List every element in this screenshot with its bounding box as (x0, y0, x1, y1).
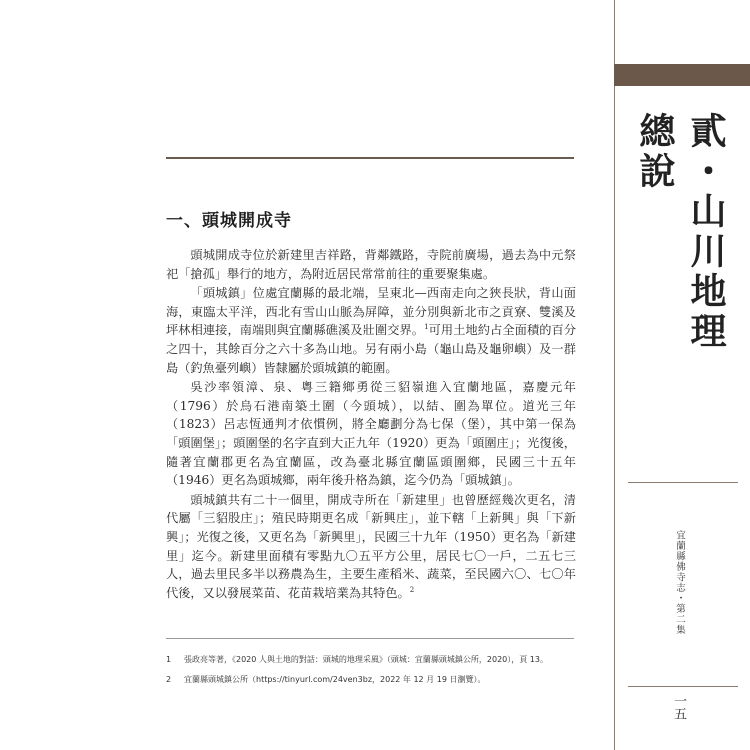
footnote-1 (166, 650, 576, 670)
footnote-text[interactable]: 宜蘭縣頭城鎮公所（https://tinyurl.com/24ven3bz，2022 年 12 月 19 日瀏覽）。 (184, 675, 486, 684)
side-rule-upper (628, 482, 738, 483)
side-divider (614, 0, 615, 750)
paragraph-2-part-a: 「頭城鎮」位處宜蘭縣的最北端，呈東北—西南走向之狹長狀，背山面海，東臨太平洋，西北有雪山山脈為屏障，並分別與新北市之貢寮、雙溪及坪林相連接，南端則與宜蘭縣礁溪及壯圍交界。 (166, 286, 576, 338)
footnote-ref-1[interactable]: 1 (424, 323, 429, 332)
footnote-ref-2[interactable]: 2 (409, 585, 415, 594)
chapter-title: 貳・山川地理總說 (634, 112, 726, 352)
footnote-number: 1 (166, 655, 172, 664)
footnote-rule (166, 638, 574, 639)
footnotes (166, 650, 576, 690)
side-rule-lower (628, 686, 738, 687)
paragraph-4-text: 頭城鎮共有二十一個里，開成寺所在「新建里」也曾歷經幾次更名，清代屬「三貂股庄」；殖民時期更名成「新興庄」，並下轄「上新興」與「下新興」；光復之後，又更名為「新興里」，民國三十九年（1950）更名為「新建里」迄今。新建里面積有零點九〇五平方公里，居民七〇一戶，二五七三人，過去里民多半以務農為生，主要生產稻米、蔬菜，至民國六〇、七〇年代後，又以發展菜苗、花苗栽培業為其特色。 (166, 492, 576, 600)
side-color-block (614, 64, 750, 86)
body-text (166, 246, 576, 602)
section-heading: 一、頭城開成寺 (166, 211, 292, 231)
paragraph-2-part-b: 可用土地約占全面積的百分之四十，其餘百分之六十多為山地。另有兩小島（龜山島及龜卵嶼）及一群島（釣魚臺列嶼）皆隸屬於頭城鎮的範圍。 (166, 323, 577, 375)
footnote-2 (166, 670, 576, 690)
footnote-number: 2 (166, 675, 172, 684)
paragraph-2 (166, 284, 576, 377)
footnote-text: 張政亮等著，《2020 人與土地的對話：頭城的地理采風》（頭城：宜蘭縣頭城鎮公所，2020），頁 13。 (184, 655, 548, 664)
header-rule (166, 157, 574, 159)
paragraph-1: 頭城開成寺位於新建里吉祥路，背鄰鐵路，寺院前廣場，過去為中元祭祀「搶孤」舉行的地方，為附近居民常常前往的重要聚集處。 (166, 248, 576, 281)
page-number: 一五 (671, 694, 686, 720)
series-title: 宜蘭縣佛寺志・第二集 (674, 530, 685, 635)
paragraph-4 (166, 491, 576, 603)
paragraph-3: 吳沙率領漳、泉、粵三籍鄉勇從三貂嶺進入宜蘭地區，嘉慶元年（1796）於烏石港南築土圍（今頭城），以結、圍為單位。道光三年（1823）呂志恆通判才依慣例，將全廳劃分為七保（堡），其中第一保為「頭圍堡」；頭圍堡的名字直到大正九年（1920）更為「頭圍庄」；光復後，隨著宜蘭郡更名為宜蘭區，改為臺北縣宜蘭區頭圍鄉，民國三十五年（1946）更名為頭城鄉，兩年後升格為鎮，迄今仍為「頭城鎮」。 (166, 380, 576, 488)
